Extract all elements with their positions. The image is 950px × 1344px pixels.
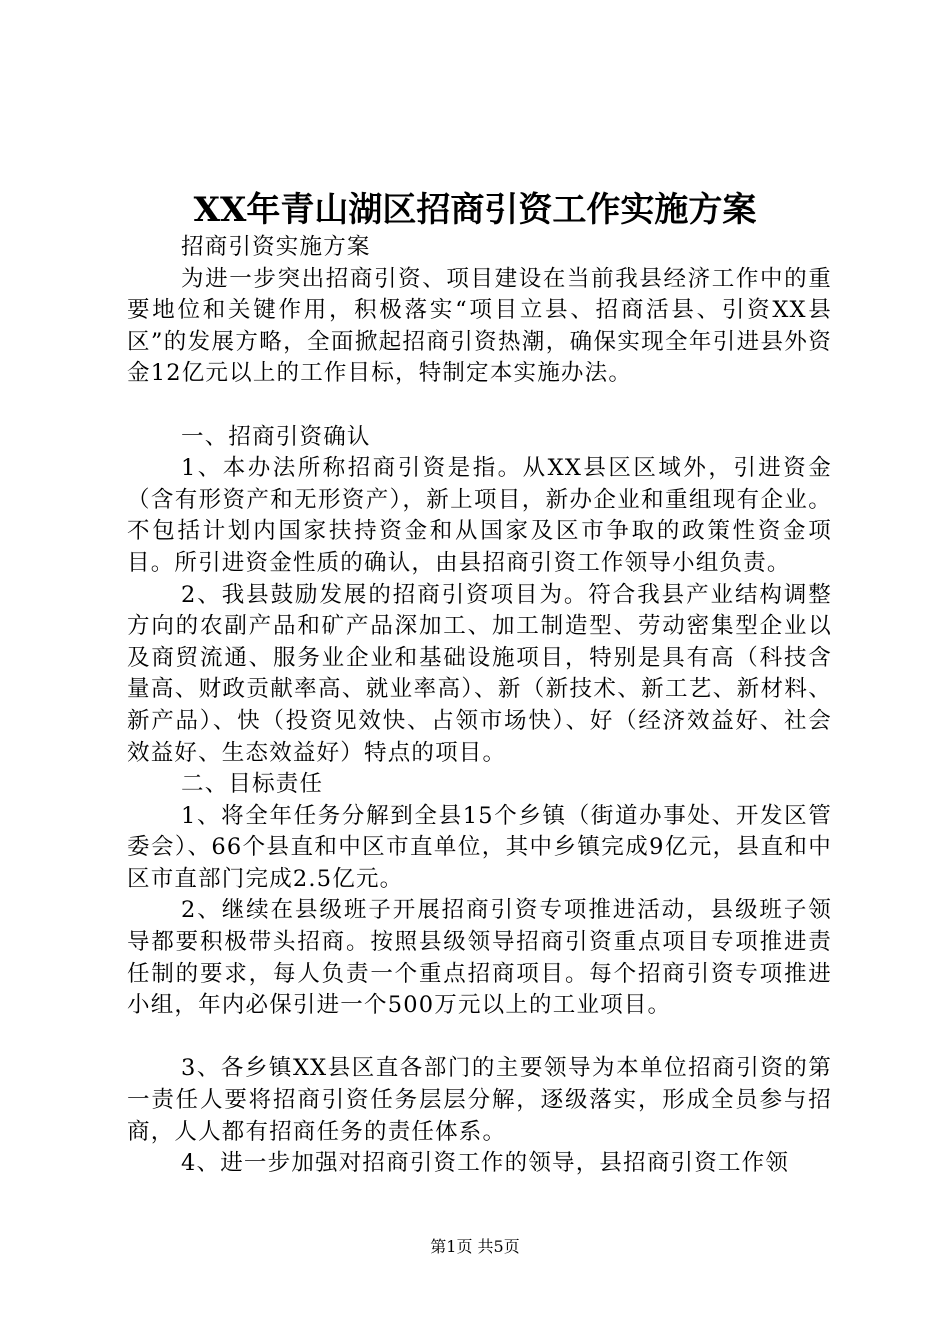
section-heading-1: 一、招商引资确认 [181, 423, 371, 450]
subtitle-paragraph: 招商引资实施方案 [181, 234, 371, 260]
paragraph-gap [127, 390, 832, 422]
section-2-item-2: 2、继续在县级班子开展招商引资专项推进活动，县级班子领导都要积极带头招商。按照县级领导招商引资重点项目专项推进责任制的要求，每人负责一个重点招商项目。每个招商引资专项推进小组，年内必保引进一个500万元以上的工业项目。 [127, 897, 832, 1019]
intro-paragraph: 为进一步突出招商引资、项目建设在当前我县经济工作中的重要地位和关键作用，积极落实“项目立县、招商活县、引资XX县区”的发展方略，全面掀起招商引资热潮，确保实现全年引进县外资金12亿元以上的工作目标，特制定本实施办法。 [127, 265, 832, 387]
document-title: XX年青山湖区招商引资工作实施方案 [193, 190, 757, 230]
section-1-item-1: 1、本办法所称招商引资是指。从XX县区区域外，引进资金（含有形资产和无形资产），新上项目，新办企业和重组现有企业。不包括计划内国家扶持资金和从国家及区市争取的政策性资金项目。所引进资金性质的确认，由县招商引资工作领导小组负责。 [127, 455, 832, 576]
page-number-footer: 第1页 共5页 [430, 1237, 520, 1256]
section-heading-2: 二、目标责任 [181, 771, 324, 798]
section-1-item-2: 2、我县鼓励发展的招商引资项目为。符合我县产业结构调整方向的农副产品和矿产品深加工、加工制造型、劳动密集型企业以及商贸流通、服务业企业和基础设施项目，特别是具有高（科技含量高、财政贡献率高、就业率高）、新（新技术、新工艺、新材料、新产品）、快（投资见效快、占领市场快）、好（经济效益好、社会效益好、生态效益好）特点的项目。 [127, 581, 832, 766]
paragraph-gap [127, 1022, 832, 1054]
section-2-item-4: 4、进一步加强对招商引资工作的领导，县招商引资工作领 [181, 1150, 790, 1177]
section-2-item-3: 3、各乡镇XX县区直各部门的主要领导为本单位招商引资的第一责任人要将招商引资任务层层分解，逐级落实，形成全员参与招商，人人都有招商任务的责任体系。 [127, 1055, 832, 1145]
document-body [127, 232, 832, 1180]
section-2-item-1: 1、将全年任务分解到全县15个乡镇（街道办事处、开发区管委会）、66个县直和中区市直单位，其中乡镇完成9亿元，县直和中区市直部门完成2.5亿元。 [127, 802, 832, 892]
